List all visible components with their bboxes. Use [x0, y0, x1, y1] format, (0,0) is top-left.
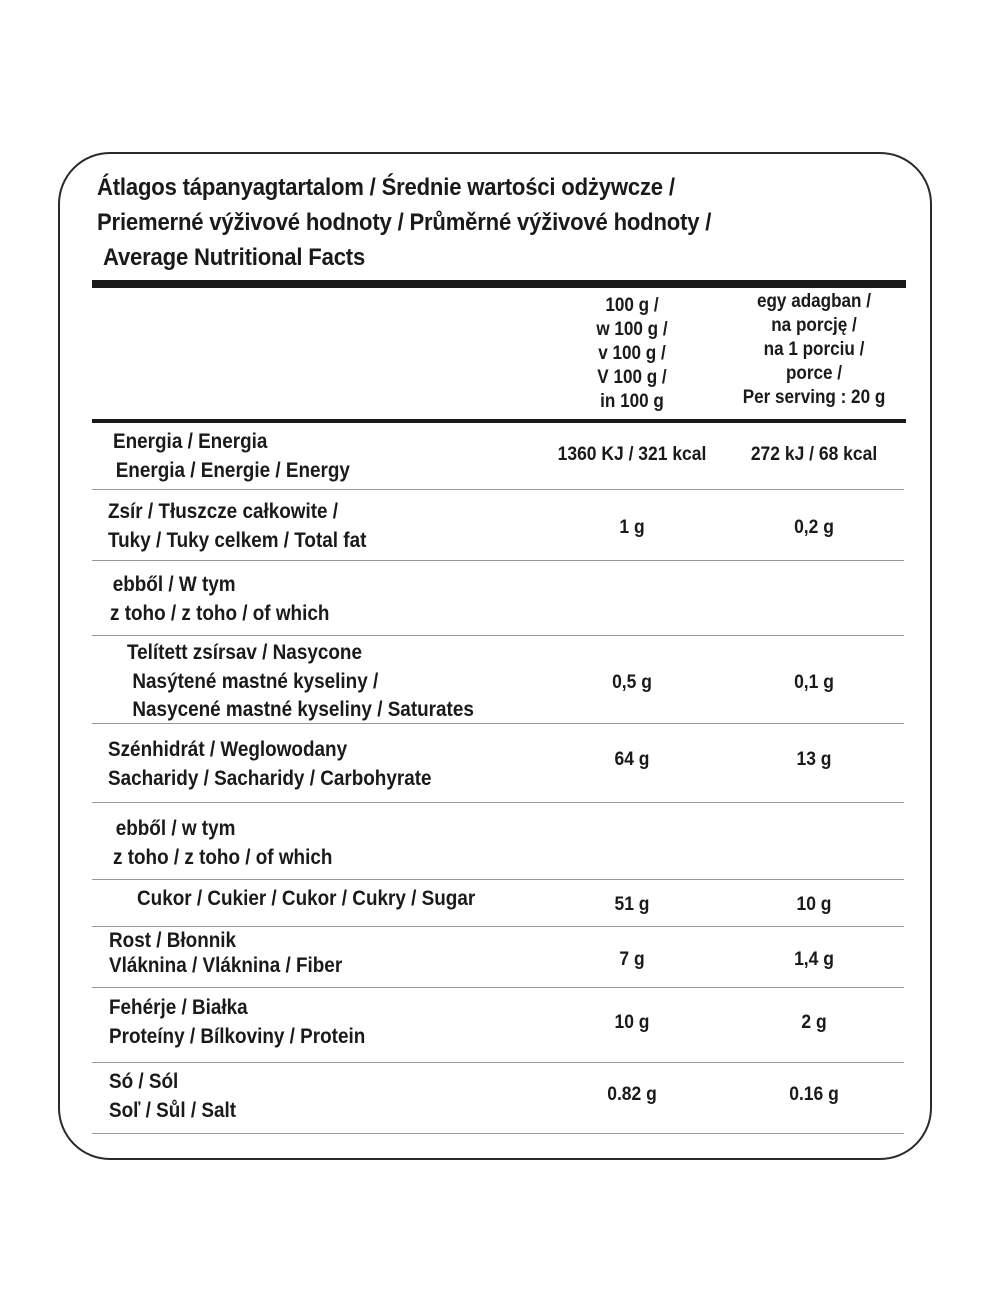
energy-per-serving: 272 kJ / 68 kcal — [750, 444, 878, 465]
row-label-line: Rost / Błonnik — [109, 929, 237, 952]
fiber-per-100g: 7 g — [619, 949, 645, 970]
row-label-line: Nasycené mastné kyseliny / Saturates — [132, 698, 474, 721]
row-label-line: Szénhidrát / Weglowodany — [108, 738, 348, 761]
row-label-line: z toho / z toho / of which — [113, 846, 333, 869]
title-line-2: Priemerné výživové hodnoty / Průměrné výživové hodnoty / — [97, 209, 712, 236]
row-label-line: Nasýtené mastné kyseliny / — [132, 669, 379, 693]
title-line-3: Average Nutritional Facts — [103, 244, 366, 271]
row-divider — [92, 489, 904, 490]
carbohydrate-per-100g: 64 g — [614, 749, 650, 770]
row-label-line: Só / Sól — [109, 1070, 179, 1093]
row-label-energy — [113, 427, 350, 485]
protein-per-serving: 2 g — [801, 1012, 827, 1033]
row-divider — [92, 987, 904, 988]
salt-per-serving: 0.16 g — [789, 1084, 839, 1105]
header-per-serving — [722, 290, 906, 410]
energy-per-100g: 1360 KJ / 321 kcal — [557, 444, 707, 465]
header-per-serving-line: na porcję / — [771, 315, 857, 336]
carbohydrate-per-serving: 13 g — [796, 749, 832, 770]
header-per-100g-line: 100 g / — [605, 295, 659, 316]
header-per-100g-line: V 100 g / — [597, 367, 667, 388]
row-label-line: Soľ / Sůl / Salt — [109, 1099, 237, 1122]
row-label-saturates — [127, 639, 474, 725]
header-per-100g — [542, 294, 722, 414]
fat-per-serving: 0,2 g — [794, 517, 834, 538]
row-label-salt — [109, 1067, 236, 1125]
header-divider-bottom — [92, 419, 906, 423]
row-divider — [92, 926, 904, 927]
sugar-per-serving: 10 g — [796, 894, 832, 915]
row-label-fat — [108, 497, 366, 555]
row-label-line: Energia / Energia — [113, 430, 268, 453]
salt-per-100g: 0.82 g — [607, 1084, 657, 1105]
row-label-carbohydrate — [108, 735, 432, 793]
row-label-line: Cukor / Cukier / Cukor / Cukry / Sugar — [137, 887, 476, 910]
fat-per-100g: 1 g — [619, 517, 645, 538]
row-label-line: ebből / w tym — [115, 817, 236, 840]
header-per-serving-line: Per serving : 20 g — [742, 387, 886, 408]
row-label-line: Telített zsírsav / Nasycone — [127, 641, 362, 664]
row-divider — [92, 723, 904, 724]
header-per-100g-line: w 100 g / — [596, 319, 668, 340]
protein-per-100g: 10 g — [614, 1012, 650, 1033]
row-label-line: Vláknina / Vláknina / Fiber — [109, 954, 343, 977]
header-per-100g-line: in 100 g — [600, 391, 664, 412]
row-label-line: Proteíny / Bílkoviny / Protein — [109, 1025, 366, 1048]
row-label-protein — [109, 993, 365, 1051]
row-label-line: ebből / W tym — [112, 573, 236, 596]
title-line-1: Átlagos tápanyagtartalom / Średnie wartości odżywcze / — [97, 174, 675, 201]
row-label-line: Zsír / Tłuszcze całkowite / — [108, 500, 339, 523]
row-label-line: Energia / Energie / Energy — [115, 459, 350, 482]
header-per-100g-line: v 100 g / — [598, 343, 666, 364]
header-divider-top — [92, 280, 906, 288]
row-divider — [92, 560, 904, 561]
row-divider — [92, 802, 904, 803]
row-divider — [92, 635, 904, 636]
row-label-line: z toho / z toho / of which — [110, 602, 330, 625]
fiber-per-serving: 1,4 g — [794, 949, 834, 970]
sugar-per-100g: 51 g — [614, 894, 650, 915]
row-label-line: Sacharidy / Sacharidy / Carbohyrate — [108, 767, 432, 790]
row-label-line: Fehérje / Białka — [109, 996, 248, 1019]
row-divider — [92, 1062, 904, 1063]
row-label-of-which — [110, 570, 329, 628]
header-per-serving-line: na 1 porciu / — [763, 339, 865, 360]
row-label-of-which — [113, 814, 332, 872]
header-per-serving-line: porce / — [785, 363, 843, 384]
row-label-line: Tuky / Tuky celkem / Total fat — [108, 529, 367, 552]
header-per-serving-line: egy adagban / — [756, 291, 872, 312]
saturates-per-serving: 0,1 g — [794, 672, 834, 693]
row-divider — [92, 1133, 904, 1134]
row-label-sugar — [137, 884, 475, 913]
row-divider — [92, 879, 904, 880]
row-label-fiber — [109, 928, 342, 978]
saturates-per-100g: 0,5 g — [612, 672, 652, 693]
